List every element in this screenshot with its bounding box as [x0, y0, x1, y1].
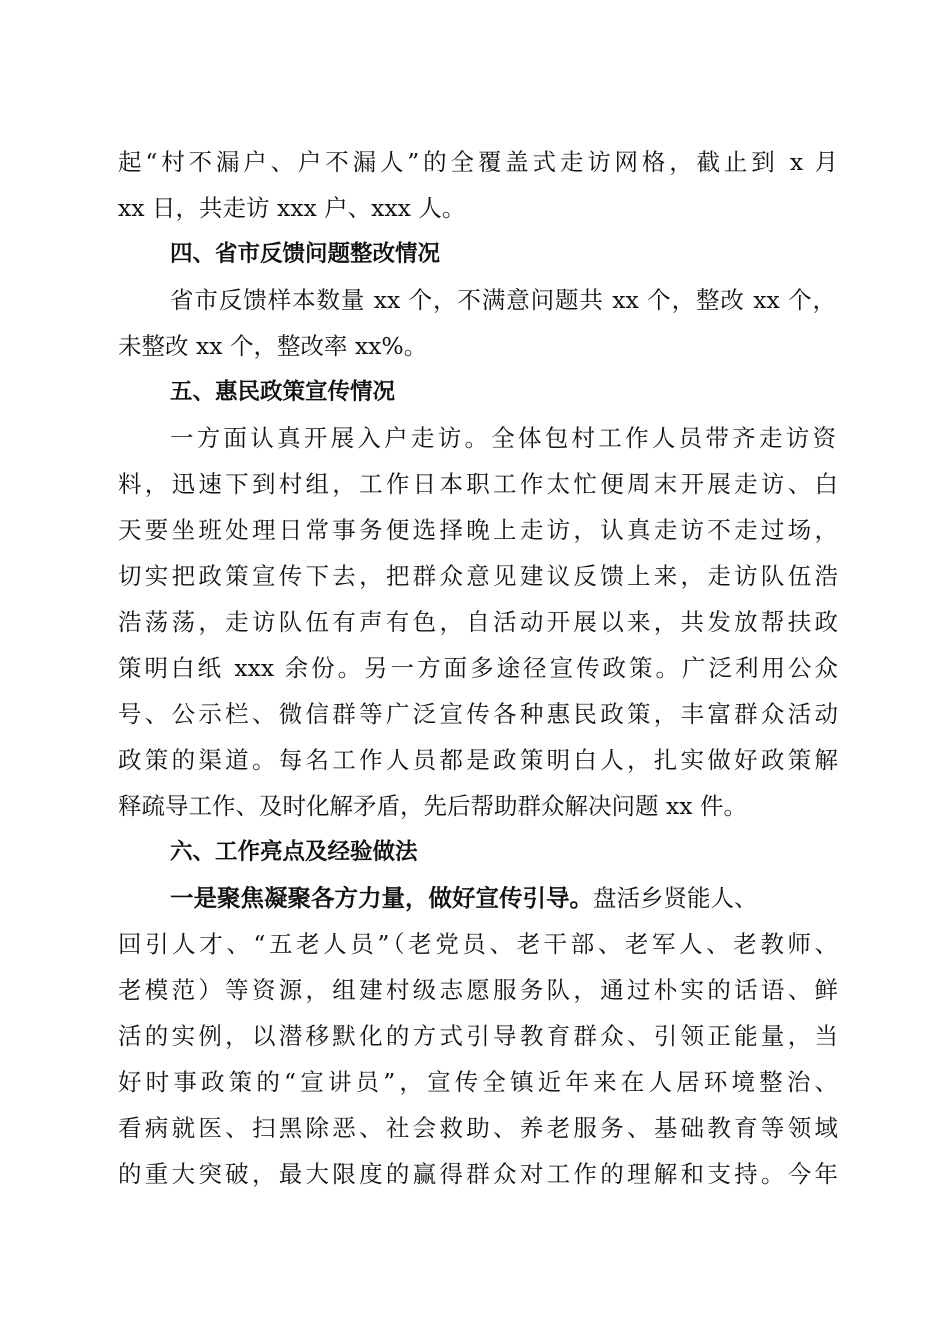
- paragraph-line: 回引人才、“五老人员”（老党员、老干部、老军人、老教师、: [118, 930, 838, 958]
- bold-lead-sentence: 一是聚焦凝聚各方力量，做好宣传引导。: [170, 884, 593, 912]
- section-heading-4: 四、省市反馈问题整改情况: [170, 241, 441, 267]
- paragraph-line: 起“村不漏户、户不漏人”的全覆盖式走访网格，截止到 x 月: [118, 148, 838, 176]
- paragraph-line: 老模范）等资源，组建村级志愿服务队，通过朴实的话语、鲜: [118, 976, 838, 1004]
- paragraph-line: 料，迅速下到村组，工作日本职工作太忙便周末开展走访、白: [118, 470, 838, 498]
- paragraph-line: xx 日，共走访 xxx 户、xxx 人。: [118, 194, 466, 222]
- paragraph-line: [170, 876, 836, 920]
- paragraph-text: 盘活乡贤能人、: [593, 884, 758, 912]
- paragraph-line: 省市反馈样本数量 xx 个，不满意问题共 xx 个，整改 xx 个，: [170, 286, 836, 314]
- paragraph-line: 策明白纸 xxx 余份。另一方面多途径宣传政策。广泛利用公众: [118, 654, 838, 682]
- paragraph-line: 切实把政策宣传下去，把群众意见建议反馈上来，走访队伍浩: [118, 562, 838, 590]
- paragraph-line: 天要坐班处理日常事务便选择晚上走访，认真走访不走过场，: [118, 516, 838, 544]
- paragraph-line: 未整改 xx 个，整改率 xx%。: [118, 332, 428, 360]
- paragraph-line: 号、公示栏、微信群等广泛宣传各种惠民政策，丰富群众活动: [118, 700, 838, 728]
- paragraph-line: 活的实例，以潜移默化的方式引导教育群众、引领正能量，当: [118, 1022, 838, 1050]
- paragraph-line: 政策的渠道。每名工作人员都是政策明白人，扎实做好政策解: [118, 746, 838, 774]
- paragraph-line: 释疏导工作、及时化解矛盾，先后帮助群众解决问题 xx 件。: [118, 792, 747, 820]
- paragraph-line: 看病就医、扫黑除恶、社会救助、养老服务、基础教育等领域: [118, 1114, 838, 1142]
- section-heading-5: 五、惠民政策宣传情况: [170, 379, 396, 405]
- section-heading-6: 六、工作亮点及经验做法: [170, 839, 418, 865]
- paragraph-line: 浩荡荡，走访队伍有声有色，自活动开展以来，共发放帮扶政: [118, 608, 838, 636]
- paragraph-line: 好时事政策的“宣讲员”，宣传全镇近年来在人居环境整治、: [118, 1068, 838, 1096]
- paragraph-line: 一方面认真开展入户走访。全体包村工作人员带齐走访资: [170, 424, 836, 452]
- paragraph-line: 的重大突破，最大限度的赢得群众对工作的理解和支持。今年: [118, 1160, 838, 1188]
